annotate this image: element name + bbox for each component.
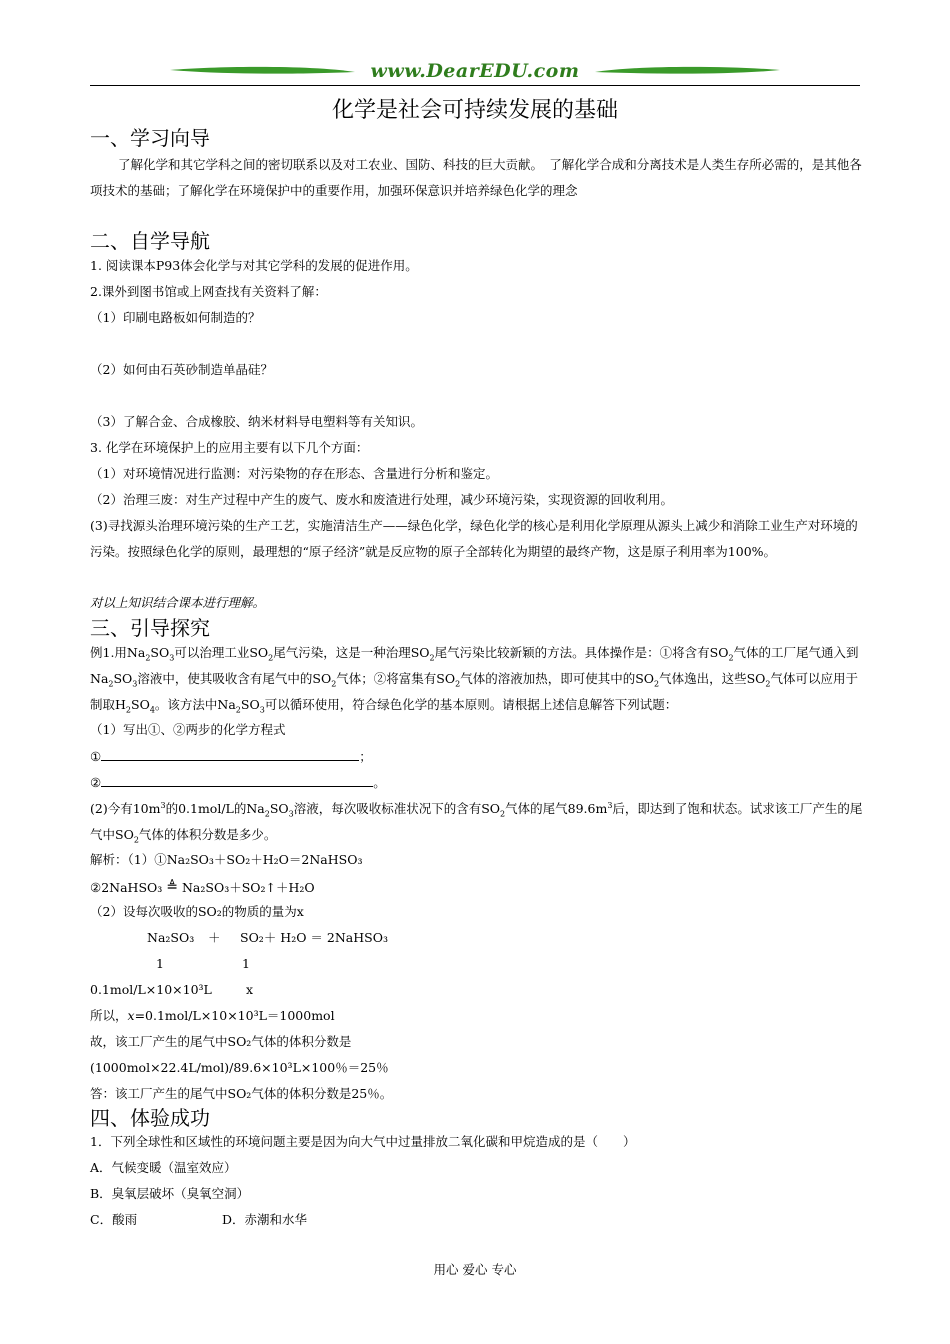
s2-line-7: （1）对环境情况进行监测：对污染物的存在形态、含量进行分析和鉴定。 xyxy=(90,466,498,481)
answer-blank-2: ② 。 xyxy=(90,772,386,793)
solution-line-8: 故，该工厂产生的尾气中SO₂气体的体积分数是 xyxy=(90,1034,352,1049)
site-header xyxy=(90,58,860,92)
section-heading-2: 二、自学导航 xyxy=(90,229,210,253)
solution-line-10: 答：该工厂产生的尾气中SO₂气体的体积分数是25％。 xyxy=(90,1086,393,1101)
solution-line-7: 所以，x=0.1mol/L×10×10³L＝1000mol xyxy=(90,1008,335,1023)
answer-blank-line-2[interactable] xyxy=(101,772,373,787)
example-question-2: (2)今有$10m^3$的0.1mol/L的$Na_2SO_3$溶液，每次吸收标准状况下的含有$SO_2$气体的尾气$89.6m^3$后，即达到了饱和状态。试求该工厂产生的尾气中$SO_2$气体的体积分数是多少。 xyxy=(90,800,863,845)
s2-line-3: （1）印刷电路板如何制造的？ xyxy=(90,310,261,325)
s2-line-5: （3）了解合金、合成橡胶、纳米材料导电塑料等有关知识。 xyxy=(90,414,423,429)
page-footer: 用心 爱心 专心 xyxy=(433,1262,517,1277)
example-question-1: （1）写出①、②两步的化学方程式 xyxy=(90,722,286,737)
section-heading-3: 三、引导探究 xyxy=(90,616,210,640)
s2-line-1: 1. 阅读课本P93体会化学与对其它学科的发展的促进作用。 xyxy=(90,258,418,273)
s2-line-10: 对以上知识结合课本进行理解。 xyxy=(90,595,266,610)
quiz-option-d[interactable]: D．赤潮和水华 xyxy=(222,1212,308,1227)
document-page: www.DearEDU.com 化学是社会可持续发展的基础 一、学习向导 了解化学和其它学科之间的密切联系以及对工农业、国防、科技的巨大贡献。 了解化学合成和分离技术是人类生存所必需的，是其他各项技术的基础；了解化学在环境保护中的重要作用，加强环保意识并培养绿色化学的理念 二、自学导航 1. 阅读课本P93体会化学与对其它学科的发展的促进作用。 2.课外到图书馆或上网查找有关资料了解： （1）印刷电路板如何制造的？ （2）如何由石英砂制造单晶硅？ （3）了解合金、合成橡胶、纳米材料导电塑料等有关知识。 3. 化学在环境保护上的应用主要有以下几个方面： （1）对环境情况进行监测：对污染物的存在形态、含量进行分析和鉴定。 （2）治理三废：对生产过程中产生的废气、废水和废渣进行处理，减少环境污染，实现资源的回收利用。 (3)寻找源头治理环境污染的生产工艺，实施清洁生产——绿色化学，绿色化学的核心是利用化学原理从源头上减少和消除工业生产对环境的污染。按照绿色化学的原则，最理想的“原子经济”就是反应物的原子全部转化为期望的最终产物，这是原子利用率为100%。 对以上知识结合课本进行理解。 三、引导探究 例1.用$Na_2SO_3$可以治理工业$SO_2$尾气污染，这是一种治理$SO_2$尾气污染比较新颖的方法。具体操作是：①将含有$SO_2$气体的工厂尾气通入到$Na_2SO_3$溶液中，使其吸收含有尾气中的$SO_2$气体；②将富集有$SO_2$气体的溶液加热，即可使其中的$SO_2$气体逸出，这些$SO_2$气体可以应用于制取$H_2SO_4$。该方法中$Na_2SO_3$可以循环使用，符合绿色化学的基本原则。请根据上述信息解答下列试题： （1）写出①、②两步的化学方程式 ① ； ② 。 (2)今有$10m^3$的0.1mol/L的$Na_2SO_3$溶液，每次吸收标准状况下的含有$SO_2$气体的尾气$89.6m^3$后，即达到了饱和状态。试求该工厂产生的尾气中$SO_2$气体的体积分数是多少。 解析：（1）①Na₂SO₃＋SO₂＋H₂O＝2NaHSO₃ ②2NaHSO₃ ≜ Na₂SO₃＋SO₂↑＋H₂O （2）设每次吸收的SO₂的物质的量为x Na₂SO₃ ＋ SO₂＋ H₂O ＝ 2NaHSO₃ 1 1 0.1mol/L×10×10³L x 所以，x=0.1mol/L×10×10³L＝1000mol 故，该工厂产生的尾气中SO₂气体的体积分数是 (1000mol×22.4L/mol)/89.6×10³L×100％＝25％ 答：该工厂产生的尾气中SO₂气体的体积分数是25％。 四、体验成功 1．下列全球性和区域性的环境问题主要是因为向大气中过量排放二氧化碳和甲烷造成的是（ ） A．气候变暖（温室效应） B．臭氧层破坏（臭氧空洞） C．酸雨 D．赤潮和水华 用心 爱心 专心 xyxy=(0,0,950,1344)
s2-line-8: （2）治理三废：对生产过程中产生的废气、废水和废渣进行处理，减少环境污染，实现资源的回收利用。 xyxy=(90,492,673,507)
example-1-paragraph: 例1.用$Na_2SO_3$可以治理工业$SO_2$尾气污染，这是一种治理$SO_2$尾气污染比较新颖的方法。具体操作是：①将含有$SO_2$气体的工厂尾气通入到$Na_2SO_3$溶液中，使其吸收含有尾气中的$SO_2$气体；②将富集有$SO_2$气体的溶液加热，即可使其中的$SO_2$气体逸出，这些$SO_2$气体可以应用于制取$H_2SO_4$。该方法中$Na_2SO_3$可以循环使用，符合绿色化学的基本原则。请根据上述信息解答下列试题： xyxy=(90,645,859,715)
solution-line-3: （2）设每次吸收的SO₂的物质的量为x xyxy=(90,904,304,919)
heating-triangle-icon: ≜ xyxy=(166,879,178,895)
solution-line-9: (1000mol×22.4L/mol)/89.6×10³L×100％＝25％ xyxy=(90,1060,389,1075)
site-logo-text[interactable]: www.DearEDU.com xyxy=(370,60,580,82)
section-heading-1: 一、学习向导 xyxy=(90,126,210,150)
s2-line-6: 3. 化学在环境保护上的应用主要有以下几个方面： xyxy=(90,440,369,455)
solution-line-1: 解析：（1）①Na₂SO₃＋SO₂＋H₂O＝2NaHSO₃ xyxy=(90,852,363,867)
section-heading-4: 四、体验成功 xyxy=(90,1106,210,1130)
quiz-option-c[interactable]: C．酸雨 xyxy=(90,1212,138,1227)
quiz-question-1: 1．下列全球性和区域性的环境问题主要是因为向大气中过量排放二氧化碳和甲烷造成的是（ ） xyxy=(90,1134,636,1149)
solution-line-2: ②2NaHSO₃ ≜ Na₂SO₃＋SO₂↑＋H₂O xyxy=(90,879,315,895)
s2-line-4: （2）如何由石英砂制造单晶硅？ xyxy=(90,362,273,377)
quiz-option-row-cd xyxy=(90,1210,308,1230)
answer-blank-line-1[interactable] xyxy=(101,746,359,761)
section-1-paragraph: 了解化学和其它学科之间的密切联系以及对工农业、国防、科技的巨大贡献。 了解化学合成和分离技术是人类生存所必需的，是其他各项技术的基础；了解化学在环境保护中的重要作用，加强环保意识并培养绿色化学的理念 xyxy=(90,157,862,198)
answer-blank-1: ① ； xyxy=(90,746,372,767)
s2-line-9: (3)寻找源头治理环境污染的生产工艺，实施清洁生产——绿色化学，绿色化学的核心是利用化学原理从源头上减少和消除工业生产对环境的污染。按照绿色化学的原则，最理想的“原子经济”就是反应物的原子全部转化为期望的最终产物，这是原子利用率为100%。 xyxy=(90,518,858,559)
quiz-option-b[interactable]: B．臭氧层破坏（臭氧空洞） xyxy=(90,1186,250,1201)
quiz-option-a[interactable]: A．气候变暖（温室效应） xyxy=(90,1160,237,1175)
header-rule xyxy=(90,85,860,86)
s2-line-2: 2.课外到图书馆或上网查找有关资料了解： xyxy=(90,284,327,299)
page-title: 化学是社会可持续发展的基础 xyxy=(331,98,618,123)
